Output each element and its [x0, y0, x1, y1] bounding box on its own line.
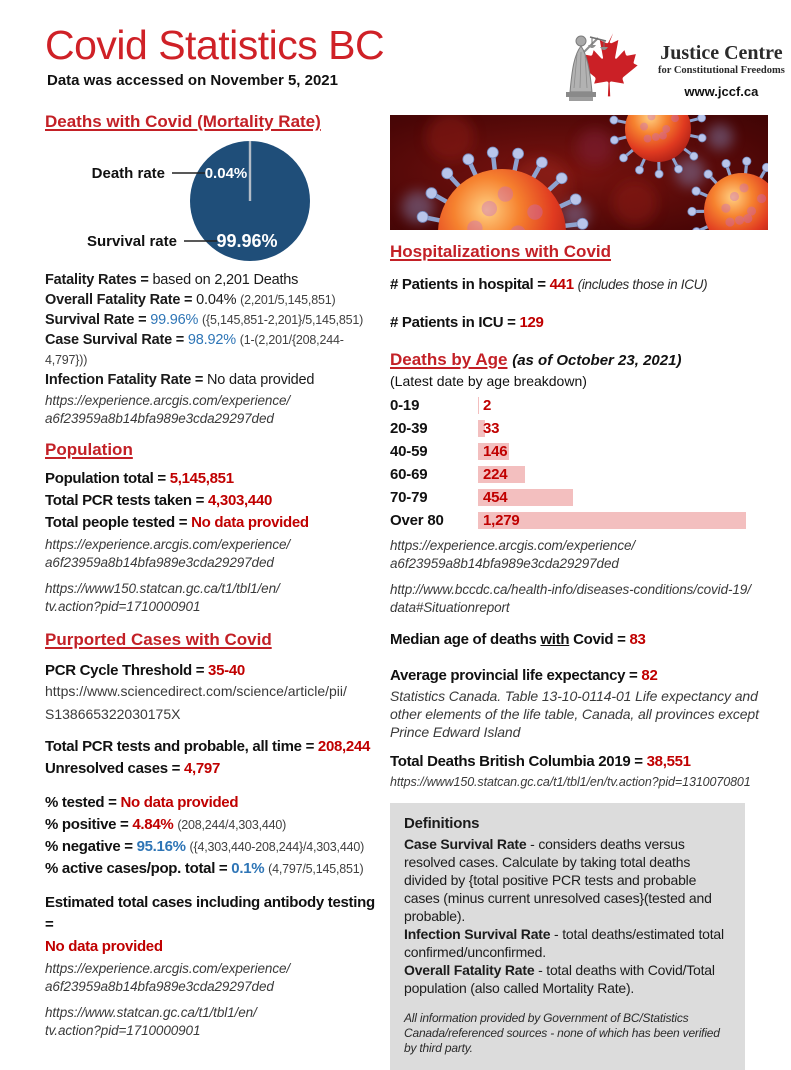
population-facts: [45, 468, 379, 534]
pie-label-survival-rate: Survival rate: [87, 233, 177, 250]
fact-line: Population total = 5,145,851: [45, 468, 379, 490]
definition-item: Case Survival Rate - considers deaths versus resolved cases. Calculate by taking total deaths divided by {total positive PCR tests and probable cases (minus current unresolved cases}(tested and probable).: [404, 835, 731, 925]
fact-line: Case Survival Rate = 98.92% (1-(2,201/{208,244-4,797})): [45, 330, 379, 370]
pie-value-survival-rate: 99.96%: [216, 231, 277, 251]
source-citation: https://experience.arcgis.com/experience/ a6f23959a8b14bfa989e3cda29297ded: [45, 960, 379, 996]
deaths-by-age-subnote: (Latest date by age breakdown): [390, 373, 768, 389]
pcr-threshold-line: PCR Cycle Threshold = 35-40: [45, 660, 379, 682]
logo-website: www.jccf.ca: [658, 84, 785, 99]
total-deaths-line: Total Deaths British Columbia 2019 = 38,551: [390, 751, 768, 773]
fact-line: % active cases/pop. total = 0.1% (4,797/5,145,851): [45, 858, 379, 880]
fatality-facts: [45, 270, 379, 390]
disclaimer-text: All information provided by Government of BC/Statistics Canada/referenced sources - none of which has been verified by third party.: [404, 1011, 731, 1056]
fact-line: Unresolved cases = 4,797: [45, 758, 379, 780]
bar-row: 60-69 224: [390, 466, 768, 483]
source-citation: https://www.sciencedirect.com/science/article/pii/ S138665322030175X: [45, 682, 379, 724]
source-citation: https://experience.arcgis.com/experience/ a6f23959a8b14bfa989e3cda29297ded: [45, 392, 379, 428]
fact-line: Survival Rate = 99.96% ({5,145,851-2,201}/5,145,851): [45, 310, 379, 330]
bar-row: 70-79 454: [390, 489, 768, 506]
life-expectancy-line: Average provincial life expectancy = 82: [390, 665, 768, 687]
fact-line: Fatality Rates = based on 2,201 Deaths: [45, 270, 379, 290]
hospitalizations-heading: Hospitalizations with Covid: [390, 242, 768, 262]
definition-item: Overall Fatality Rate - total deaths with Covid/Total population (also called Mortality Rate).: [404, 961, 731, 997]
logo-org-name: Justice Centre: [658, 42, 785, 64]
fact-line: Overall Fatality Rate = 0.04% (2,201/5,145,851): [45, 290, 379, 310]
bar-row: Over 80 1,279: [390, 512, 768, 529]
fact-line: Total PCR tests taken = 4,303,440: [45, 490, 379, 512]
right-column: [390, 115, 768, 1070]
fact-line: % positive = 4.84% (208,244/4,303,440): [45, 814, 379, 836]
fact-line: % tested = No data provided: [45, 792, 379, 814]
maple-leaf-icon: [560, 28, 652, 108]
justice-centre-logo: [560, 28, 785, 108]
virus-banner-image: [390, 115, 768, 230]
source-citation: https://www150.statcan.gc.ca/t1/tbl1/en/tv.action?pid=1310070801: [390, 773, 768, 791]
fact-line: % negative = 95.16% ({4,303,440-208,244}/4,303,440): [45, 836, 379, 858]
icu-patients-line: # Patients in ICU = 129: [390, 312, 768, 334]
definition-item: Infection Survival Rate - total deaths/estimated total confirmed/unconfirmed.: [404, 925, 731, 961]
source-citation: https://www.statcan.gc.ca/t1/tbl1/en/ tv.action?pid=1710000901: [45, 1004, 379, 1040]
source-citation: https://experience.arcgis.com/experience/ a6f23959a8b14bfa989e3cda29297ded: [390, 537, 768, 573]
cases-heading: Purported Cases with Covid: [45, 630, 379, 650]
source-citation: https://www150.statcan.gc.ca/t1/tbl1/en/ tv.action?pid=1710000901: [45, 580, 379, 616]
case-percents: [45, 792, 379, 880]
left-column: [45, 112, 379, 1040]
source-citation: http://www.bccdc.ca/health-info/diseases-conditions/covid-19/ data#Situationreport: [390, 581, 768, 617]
pie-value-death-rate: 0.04%: [205, 165, 248, 182]
fact-line: Infection Fatality Rate = No data provided: [45, 370, 379, 390]
source-citation: https://experience.arcgis.com/experience/ a6f23959a8b14bfa989e3cda29297ded: [45, 536, 379, 572]
pie-label-death-rate: Death rate: [92, 165, 165, 182]
bar-row: 20-39 33: [390, 420, 768, 437]
mortality-pie-chart: [45, 136, 379, 266]
deaths-by-age-bar-chart: [390, 397, 768, 529]
page-title: Covid Statistics BC: [45, 22, 384, 68]
hospital-patients-line: # Patients in hospital = 441 (includes those in ICU): [390, 274, 768, 296]
population-heading: Population: [45, 440, 379, 460]
deaths-by-age-heading: Deaths by Age (as of October 23, 2021): [390, 350, 768, 371]
page-subtitle: Data was accessed on November 5, 2021: [47, 72, 338, 89]
life-expectancy-note: Statistics Canada. Table 13-10-0114-01 Life expectancy and other elements of the life table, Canada, all provinces except Prince Edward Island: [390, 687, 768, 741]
bar-row: 40-59 146: [390, 443, 768, 460]
definitions-title: Definitions: [404, 815, 731, 833]
median-age-line: Median age of deaths with Covid = 83: [390, 629, 768, 651]
estimated-cases-line: Estimated total cases including antibody testing = No data provided: [45, 892, 379, 958]
fact-line: Total PCR tests and probable, all time = 208,244: [45, 736, 379, 758]
logo-tagline: for Constitutional Freedoms: [658, 64, 785, 77]
mortality-heading: Deaths with Covid (Mortality Rate): [45, 112, 379, 132]
case-totals: [45, 736, 379, 780]
bar-row: 0-19 2: [390, 397, 768, 414]
definitions-box: [390, 803, 745, 1070]
fact-line: Total people tested = No data provided: [45, 512, 379, 534]
